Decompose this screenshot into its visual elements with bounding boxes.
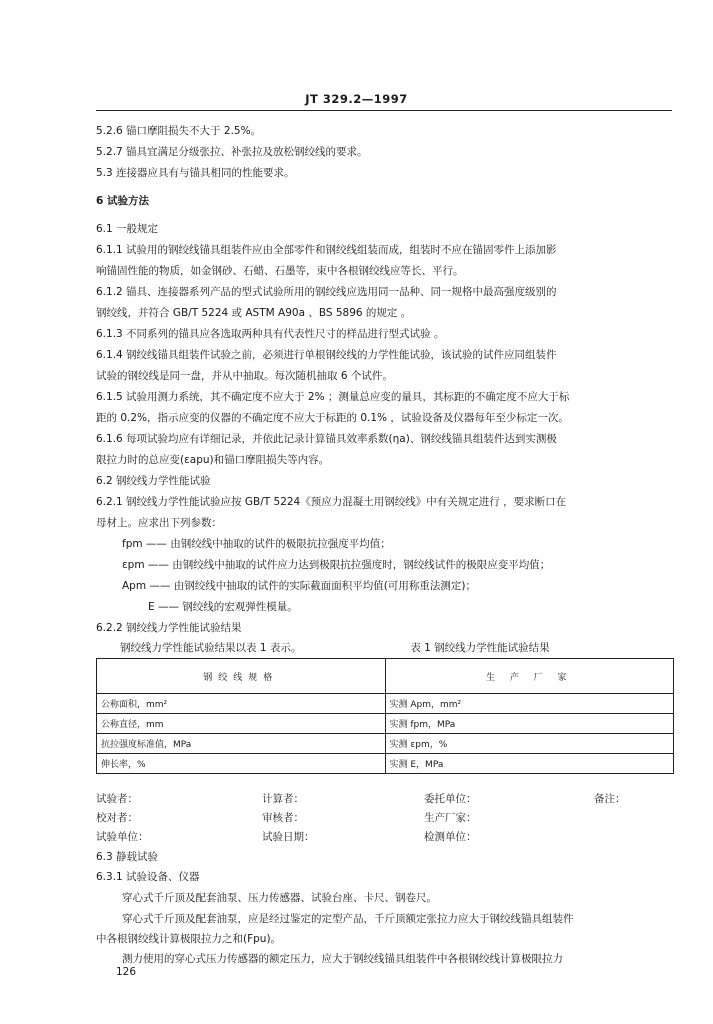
table-cell: 实测 E，MPa [385,754,674,774]
sig-tester: 试验者： [96,793,138,805]
table-caption: 表 1 钢绞线力学性能试验结果 [410,642,550,654]
jack-text-line1: 穿心式千斤顶及配套油泵，应是经过鉴定的定型产品，千斤顶额定张拉力应大于钢绞线锚具组装件 [122,913,574,925]
param-fpm: fpm —— 由钢绞线中抽取的试件的极限抗拉强度平均值； [122,538,391,550]
sig-calc: 计算者： [262,793,304,805]
table-head-spec: 钢绞线规格 [97,659,386,694]
table-row [97,694,674,714]
sig-client: 委托单位： [424,793,477,805]
clause-6-1-4-line1: 6.1.4 钢绞线锚具组装件试验之前，必须进行单根钢绞线的力学性能试验，该试验的试件应同组装件 [96,349,557,361]
clause-6-1-6-line2: 限拉力时的总应变(εapu)和锚口摩阻损失等内容。 [96,454,330,466]
sig-inspector: 检测单位： [424,831,477,843]
clause-6-1-1-line1: 6.1.1 试验用的钢绞线锚具组装件应由全部零件和钢绞线组装而成，组装时不应在锚固零件上添加影 [96,244,557,256]
clause-6-2-2-text: 钢绞线力学性能试验结果以表 1 表示。 [120,642,302,654]
sig-remark: 备注： [594,793,626,805]
table-cell: 公称直径，mm [97,714,386,734]
table-head-maker: 生 产 厂 家 [385,659,674,694]
clause-6-2-1-line2: 母材上。应求出下列参数： [96,517,222,529]
table-row [97,734,674,754]
table-cell: 实测 εpm，% [385,734,674,754]
header-rule [96,110,672,111]
clause-6-1: 6.1 一般规定 [96,223,159,235]
section-6-heading: 6 试验方法 [96,195,149,207]
clause-6-2-2: 6.2.2 钢绞线力学性能试验结果 [96,622,242,634]
clause-6-2-1-line1: 6.2.1 钢绞线力学性能试验应按 GB/T 5224《预应力混凝土用钢绞线》中有关规定进行 ，要求断口在 [96,496,567,508]
table-cell: 公称面积，mm² [97,694,386,714]
clause-6-1-6-line1: 6.1.6 每项试验均应有详细记录，并依此记录计算锚具效率系数(ηa)、钢绞线锚具组装件达到实测极 [96,433,557,445]
table-cell: 实测 fpm，MPa [385,714,674,734]
clause-6-3: 6.3 静载试验 [96,851,159,863]
clause-6-1-1-line2: 响锚固性能的物质，如金钢砂、石蜡、石墨等，束中各根钢绞线应等长、平行。 [96,265,464,277]
clause-6-1-2-line1: 6.1.2 锚具、连接器系列产品的型式试验所用的钢绞线应选用同一品种、同一规格中最高强度级别的 [96,286,557,298]
clause-6-1-3: 6.1.3 不同系列的锚具应各选取两种具有代表性尺寸的样品进行型式试验 。 [96,328,445,340]
clause-5-3: 5.3 连接器应具有与锚具相同的性能要求。 [96,167,295,179]
table-cell: 实测 Apm，mm² [385,694,674,714]
sig-reviewer: 审核者： [262,812,304,824]
equipment-list: 穿心式千斤顶及配套油泵、压力传感器、试验台座、卡尺、钢卷尺。 [122,892,437,904]
clause-6-1-2-line2: 钢绞线，并符合 GB/T 5224 或 ASTM A90a 、BS 5896 的规定 。 [96,307,412,319]
sensor-text: 测力使用的穿心式压力传感器的额定压力，应大于钢绞线锚具组装件中各根钢绞线计算极限拉力 [122,953,563,965]
table-header-row [97,659,674,694]
param-epm: εpm —— 由钢绞线中抽取的试件应力达到极限抗拉强度时，钢绞线试件的极限应变平均值； [122,559,551,571]
jack-text-line2: 中各根钢绞线计算极限拉力之和(Fpu)。 [96,933,282,945]
clause-6-1-5-line2: 距的 0.2%，指示应变的仪器的不确定度不应大于标距的 0.1% ，试验设备及仪器每年至少标定一次。 [96,412,569,424]
clause-6-1-5-line1: 6.1.5 试验用测力系统，其不确定度不应大于 2% ；测量总应变的量具，其标距的不确定度不应大于标 [96,391,570,403]
clause-5-2-6: 5.2.6 锚口摩阻损失不大于 2.5%。 [96,125,262,137]
clause-6-3-1: 6.3.1 试验设备、仪器 [96,871,200,883]
results-table [96,658,674,774]
clause-5-2-7: 5.2.7 锚具宜满足分级张拉、补张拉及放松钢绞线的要求。 [96,146,368,158]
clause-6-1-4-line2: 试验的钢绞线是同一盘，并从中抽取。每次随机抽取 6 个试件。 [96,370,393,382]
table-cell: 抗拉强度标准值，MPa [97,734,386,754]
sig-date: 试验日期： [262,831,315,843]
sig-lab: 试验单位： [96,831,149,843]
table-row [97,754,674,774]
sig-checker: 校对者： [96,812,138,824]
param-e: E —— 钢绞线的宏观弹性模量。 [148,601,298,613]
page-number: 126 [116,966,137,978]
clause-6-2: 6.2 钢绞线力学性能试验 [96,475,211,487]
page-header: JT 329.2—1997 [305,92,408,106]
table-cell: 伸长率，% [97,754,386,774]
param-apm: Apm —— 由钢绞线中抽取的试件的实际截面面积平均值(可用称重法测定)； [122,580,476,592]
sig-maker: 生产厂家： [424,812,477,824]
table-row [97,714,674,734]
